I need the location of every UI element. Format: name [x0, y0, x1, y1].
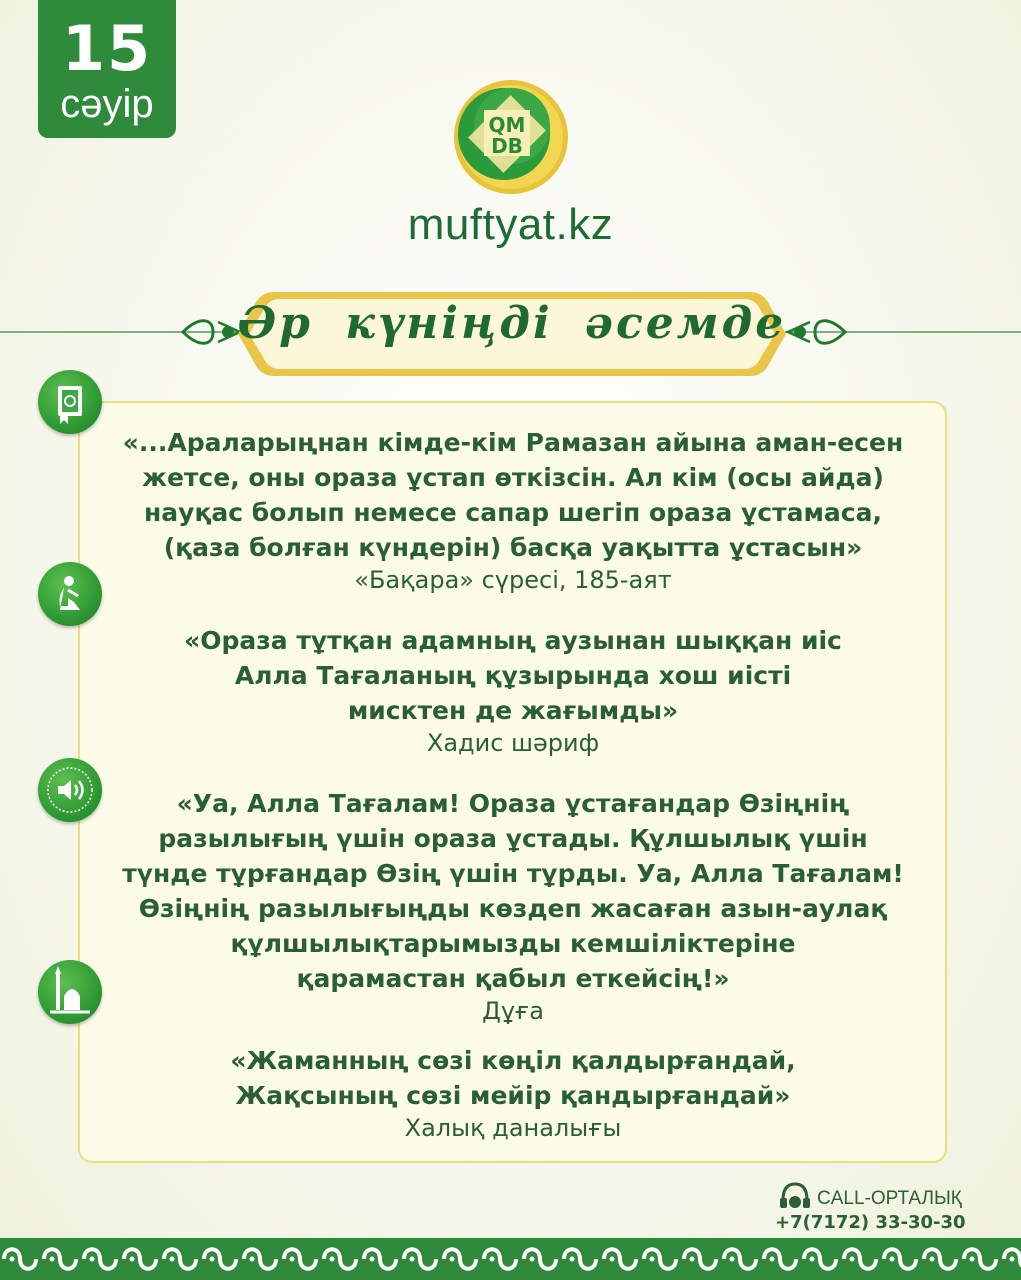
border-swirl	[4, 1249, 36, 1269]
quote-line: түнде тұрғандар Өзің үшін тұрды. Уа, Алла Тағалам!	[122, 859, 904, 888]
border-dot	[650, 1257, 655, 1262]
border-dot	[50, 1257, 55, 1262]
date-day: 15	[61, 12, 153, 85]
border-dot	[890, 1257, 895, 1262]
border-dot	[370, 1257, 375, 1262]
border-swirl	[364, 1249, 396, 1269]
quote-line: құлшылықтарымызды кемшіліктеріне	[230, 929, 796, 958]
border-dot	[210, 1257, 215, 1262]
border-swirl	[804, 1249, 836, 1269]
border-swirl	[964, 1249, 996, 1269]
quote-source: «Бақара» сүресі, 185-аят	[354, 566, 672, 594]
border-dot	[770, 1257, 775, 1262]
headset-icon	[777, 1180, 813, 1214]
quote-line: (қаза болған күндерін) басқа уақытта ұстасын»	[163, 533, 863, 562]
svg-text:DB: DB	[491, 134, 523, 158]
border-swirl	[564, 1249, 596, 1269]
banner-title: Әр күніңді әсемде	[237, 298, 787, 349]
border-dot	[930, 1257, 935, 1262]
border-dot	[170, 1257, 175, 1262]
date-month: сәуір	[60, 82, 154, 126]
border-dot	[690, 1257, 695, 1262]
border-swirl	[604, 1249, 636, 1269]
border-swirl	[124, 1249, 156, 1269]
border-swirl	[484, 1249, 516, 1269]
quote-line: жетсе, оны ораза ұстап өткізсін. Ал кім (осы айда)	[142, 463, 884, 492]
border-swirl	[724, 1249, 756, 1269]
border-swirl	[884, 1249, 916, 1269]
ornamental-border	[0, 1238, 1021, 1280]
border-swirl	[684, 1249, 716, 1269]
quote-line: Жақсының сөзі мейір қандырғандай»	[235, 1081, 791, 1110]
border-dot	[250, 1257, 255, 1262]
quote-line: қарамастан қабыл еткейсің!»	[296, 964, 730, 993]
quote-section-1	[80, 425, 946, 595]
border-swirl	[204, 1249, 236, 1269]
border-swirl	[844, 1249, 876, 1269]
border-swirl	[324, 1249, 356, 1269]
border-dot	[410, 1257, 415, 1262]
border-swirl	[84, 1249, 116, 1269]
quote-section-4	[80, 1043, 946, 1143]
date-badge	[38, 0, 176, 138]
quote-line: «Уа, Алла Тағалам! Ораза ұстағандар Өзіңнің	[176, 789, 850, 818]
border-dot	[130, 1257, 135, 1262]
quote-section-3	[80, 786, 946, 1026]
border-swirl	[444, 1249, 476, 1269]
border-dot	[850, 1257, 855, 1262]
border-dot	[570, 1257, 575, 1262]
border-swirl	[244, 1249, 276, 1269]
border-swirl	[284, 1249, 316, 1269]
border-dot	[970, 1257, 975, 1262]
border-dot	[10, 1257, 15, 1262]
border-swirl	[404, 1249, 436, 1269]
site-name[interactable]: muftyat.kz	[407, 200, 614, 249]
border-dot	[530, 1257, 535, 1262]
border-dot	[450, 1257, 455, 1262]
quote-line: «Ораза тұтқан адамның аузынан шыққан иіс	[184, 626, 842, 655]
quote-line: разылығың үшін ораза ұстады. Құлшылық үшін	[158, 824, 868, 853]
quote-line: мисктен де жағымды»	[347, 696, 679, 725]
quote-section-2	[80, 623, 946, 758]
border-dot	[90, 1257, 95, 1262]
quote-source: Хадис шәриф	[426, 729, 600, 757]
border-dot	[290, 1257, 295, 1262]
call-center-phone[interactable]: +7(7172) 33-30-30	[775, 1212, 966, 1233]
border-swirl	[524, 1249, 556, 1269]
quote-source: Дұға	[482, 997, 544, 1025]
qmdb-logo	[452, 78, 570, 196]
border-dot	[490, 1257, 495, 1262]
quote-line: Өзіңнің разылығыңды көздеп жасаған азын-аулақ	[138, 894, 888, 923]
border-swirl	[644, 1249, 676, 1269]
border-dot	[1010, 1257, 1015, 1262]
border-dot	[610, 1257, 615, 1262]
border-dot	[730, 1257, 735, 1262]
border-swirl	[44, 1249, 76, 1269]
border-swirl	[164, 1249, 196, 1269]
border-swirl	[764, 1249, 796, 1269]
border-dot	[810, 1257, 815, 1262]
quote-line: «...Араларыңнан кімде-кім Рамазан айына аман-есен	[122, 428, 904, 457]
border-swirl	[924, 1249, 956, 1269]
quote-source: Халық даналығы	[404, 1114, 622, 1142]
border-dot	[330, 1257, 335, 1262]
ornament-right-icon	[780, 312, 850, 352]
quote-line: «Жаманның сөзі көңіл қалдырғандай,	[230, 1046, 796, 1075]
quote-line: науқас болып немесе сапар шегіп ораза ұстамаса,	[144, 498, 882, 527]
svg-text:QM: QM	[488, 113, 526, 137]
call-center-label: CALL-ОРТАЛЫҚ	[817, 1188, 962, 1209]
quote-line: Алла Тағаланың құзырында хош иісті	[234, 661, 792, 690]
